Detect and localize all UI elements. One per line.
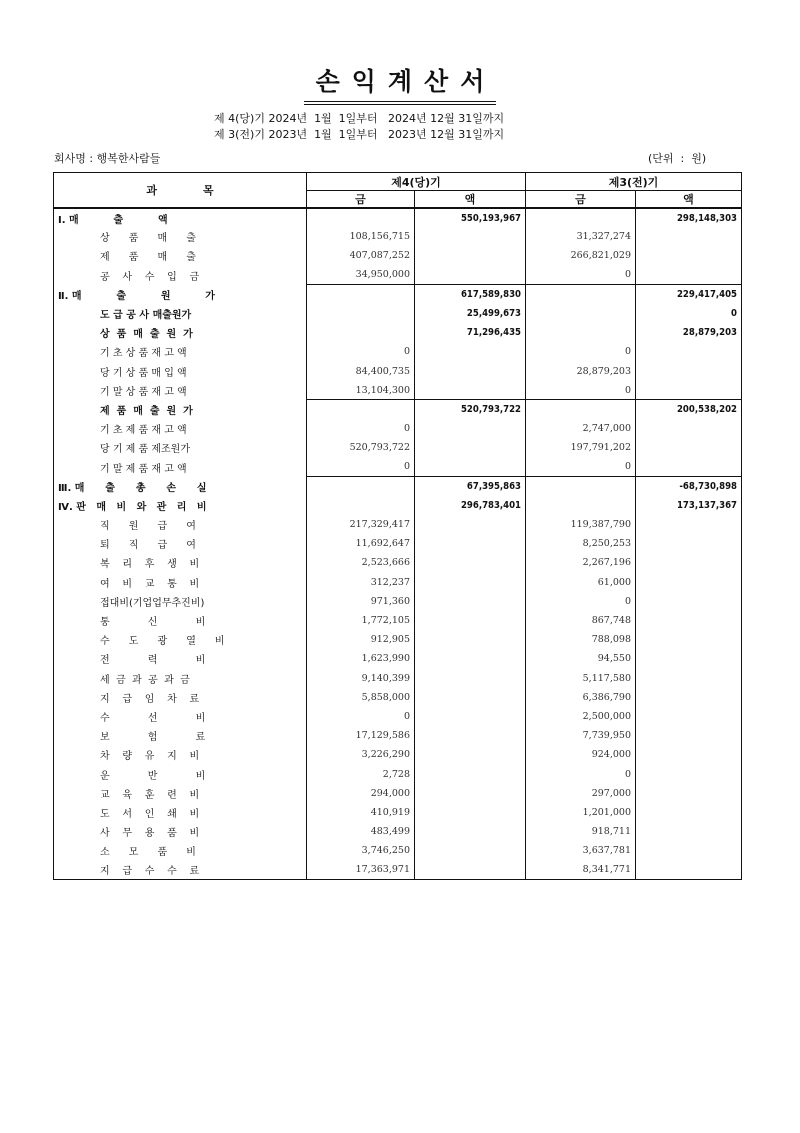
previous-total: [636, 515, 742, 534]
header-previous-period: 제3(전)기: [526, 173, 742, 191]
header-account: 과 목: [54, 173, 307, 209]
current-subtotal: 3,226,290: [307, 745, 415, 764]
account-name: 운 반 비: [54, 764, 307, 783]
account-name: 상 품 매 출 원 가: [54, 323, 307, 342]
table-row: [54, 496, 742, 515]
account-name: 접대비(기업업무추진비): [54, 592, 307, 611]
current-subtotal: 312,237: [307, 573, 415, 592]
current-subtotal: 34,950,000: [307, 266, 415, 285]
current-total: [415, 764, 526, 783]
current-total: [415, 246, 526, 265]
account-name: 도 급 공 사 매출원가: [54, 304, 307, 323]
document-title-text: 손익계산서: [304, 62, 497, 105]
table-row: [54, 381, 742, 400]
current-subtotal: [307, 477, 415, 496]
current-total: [415, 611, 526, 630]
previous-total: [636, 227, 742, 246]
account-name: 공 사 수 입 금: [54, 266, 307, 285]
table-row: [54, 669, 742, 688]
account-name: 기 말 제 품 재 고 액: [54, 457, 307, 476]
previous-subtotal: 8,250,253: [526, 534, 636, 553]
previous-subtotal: 3,637,781: [526, 841, 636, 860]
current-subtotal: 0: [307, 457, 415, 476]
account-name: 수 선 비: [54, 707, 307, 726]
previous-total: [636, 649, 742, 668]
current-subtotal: 3,746,250: [307, 841, 415, 860]
account-name: 제 품 매 출: [54, 246, 307, 265]
current-subtotal: 5,858,000: [307, 688, 415, 707]
current-subtotal: 2,523,666: [307, 553, 415, 572]
current-total: [415, 438, 526, 457]
account-name: 전 력 비: [54, 649, 307, 668]
account-name: Ⅱ. 매 출 원 가: [54, 285, 307, 304]
account-name: 기 말 상 품 재 고 액: [54, 381, 307, 400]
table-row: [54, 477, 742, 496]
table-row: [54, 860, 742, 879]
current-subtotal: [307, 304, 415, 323]
table-row: [54, 649, 742, 668]
previous-subtotal: 924,000: [526, 745, 636, 764]
current-subtotal: [307, 323, 415, 342]
table-row: [54, 208, 742, 227]
header-row: [54, 173, 742, 191]
previous-total: [636, 803, 742, 822]
current-total: [415, 342, 526, 361]
previous-total: [636, 630, 742, 649]
current-subtotal: 108,156,715: [307, 227, 415, 246]
table-row: [54, 323, 742, 342]
current-subtotal: 912,905: [307, 630, 415, 649]
period-previous: 제 3(전)기 2023년 1월 1일부터 2023년 12월 31일까지: [214, 128, 505, 141]
previous-total: [636, 534, 742, 553]
table-row: [54, 304, 742, 323]
account-name: 복 리 후 생 비: [54, 553, 307, 572]
current-total: [415, 841, 526, 860]
previous-subtotal: 61,000: [526, 573, 636, 592]
previous-subtotal: 0: [526, 764, 636, 783]
current-total: [415, 573, 526, 592]
previous-subtotal: 788,098: [526, 630, 636, 649]
account-name: 지 급 수 수 료: [54, 860, 307, 879]
table-row: [54, 803, 742, 822]
account-name: 퇴 직 급 여: [54, 534, 307, 553]
current-subtotal: 0: [307, 342, 415, 361]
previous-subtotal: 0: [526, 342, 636, 361]
previous-subtotal: [526, 208, 636, 227]
table-row: [54, 457, 742, 476]
period-current: 제 4(당)기 2024년 1월 1일부터 2024년 12월 31일까지: [214, 112, 505, 125]
account-name: 기 초 제 품 재 고 액: [54, 419, 307, 438]
previous-subtotal: 0: [526, 266, 636, 285]
previous-subtotal: [526, 496, 636, 515]
account-name: 소 모 품 비: [54, 841, 307, 860]
current-total: 617,589,830: [415, 285, 526, 304]
previous-total: [636, 266, 742, 285]
statement-body: [54, 208, 742, 880]
current-subtotal: [307, 400, 415, 419]
previous-total: [636, 419, 742, 438]
table-row: [54, 227, 742, 246]
current-subtotal: 9,140,399: [307, 669, 415, 688]
previous-subtotal: 31,327,274: [526, 227, 636, 246]
current-total: [415, 669, 526, 688]
current-total: [415, 688, 526, 707]
current-subtotal: [307, 208, 415, 227]
unit-label: (단위 : 원): [648, 152, 707, 165]
current-subtotal: 2,728: [307, 764, 415, 783]
current-subtotal: 407,087,252: [307, 246, 415, 265]
account-name: Ⅲ. 매 출 총 손 실: [54, 477, 307, 496]
current-total: [415, 649, 526, 668]
current-subtotal: 17,129,586: [307, 726, 415, 745]
header-current-amount-left: 금: [307, 191, 415, 209]
current-total: [415, 784, 526, 803]
current-total: [415, 592, 526, 611]
table-row: [54, 745, 742, 764]
previous-subtotal: 197,791,202: [526, 438, 636, 457]
previous-subtotal: [526, 285, 636, 304]
current-subtotal: 1,772,105: [307, 611, 415, 630]
previous-total: [636, 860, 742, 879]
current-total: [415, 227, 526, 246]
table-row: [54, 285, 742, 304]
previous-subtotal: 918,711: [526, 822, 636, 841]
current-total: [415, 707, 526, 726]
previous-subtotal: [526, 304, 636, 323]
previous-subtotal: 0: [526, 457, 636, 476]
previous-total: [636, 246, 742, 265]
table-row: [54, 573, 742, 592]
previous-total: [636, 784, 742, 803]
previous-subtotal: 867,748: [526, 611, 636, 630]
previous-total: 298,148,303: [636, 208, 742, 227]
current-subtotal: [307, 285, 415, 304]
previous-total: -68,730,898: [636, 477, 742, 496]
previous-total: [636, 592, 742, 611]
table-row: [54, 362, 742, 381]
table-row: [54, 611, 742, 630]
current-total: [415, 553, 526, 572]
table-row: [54, 266, 742, 285]
previous-subtotal: 8,341,771: [526, 860, 636, 879]
account-name: 직 원 급 여: [54, 515, 307, 534]
previous-total: [636, 342, 742, 361]
account-name: Ⅰ. 매 출 액: [54, 208, 307, 227]
table-row: [54, 534, 742, 553]
table-row: [54, 553, 742, 572]
account-name: Ⅳ. 판 매 비 와 관 리 비: [54, 496, 307, 515]
current-total: [415, 803, 526, 822]
table-row: [54, 592, 742, 611]
current-subtotal: 294,000: [307, 784, 415, 803]
previous-subtotal: 1,201,000: [526, 803, 636, 822]
table-row: [54, 246, 742, 265]
previous-subtotal: 94,550: [526, 649, 636, 668]
current-subtotal: 17,363,971: [307, 860, 415, 879]
previous-subtotal: 7,739,950: [526, 726, 636, 745]
table-row: [54, 707, 742, 726]
current-total: 71,296,435: [415, 323, 526, 342]
account-name: 교 육 훈 련 비: [54, 784, 307, 803]
account-name: 보 험 료: [54, 726, 307, 745]
account-name: 제 품 매 출 원 가: [54, 400, 307, 419]
table-row: [54, 419, 742, 438]
account-name: 세 금 과 공 과 금: [54, 669, 307, 688]
table-row: [54, 764, 742, 783]
account-name: 차 량 유 지 비: [54, 745, 307, 764]
current-total: 25,499,673: [415, 304, 526, 323]
current-total: [415, 534, 526, 553]
table-row: [54, 438, 742, 457]
current-subtotal: [307, 496, 415, 515]
current-total: 520,793,722: [415, 400, 526, 419]
current-subtotal: 217,329,417: [307, 515, 415, 534]
previous-subtotal: [526, 400, 636, 419]
account-name: 도 서 인 쇄 비: [54, 803, 307, 822]
current-total: 67,395,863: [415, 477, 526, 496]
previous-subtotal: 0: [526, 592, 636, 611]
current-total: [415, 726, 526, 745]
current-subtotal: 410,919: [307, 803, 415, 822]
previous-total: [636, 362, 742, 381]
current-subtotal: 84,400,735: [307, 362, 415, 381]
table-row: [54, 400, 742, 419]
account-name: 사 무 용 품 비: [54, 822, 307, 841]
previous-subtotal: 6,386,790: [526, 688, 636, 707]
current-subtotal: 520,793,722: [307, 438, 415, 457]
table-row: [54, 822, 742, 841]
account-name: 상 품 매 출: [54, 227, 307, 246]
current-total: [415, 630, 526, 649]
previous-total: [636, 764, 742, 783]
previous-total: [636, 381, 742, 400]
table-row: [54, 342, 742, 361]
previous-total: [636, 669, 742, 688]
header-previous-amount-right: 액: [636, 191, 742, 209]
table-row: [54, 515, 742, 534]
current-subtotal: 0: [307, 707, 415, 726]
previous-subtotal: 0: [526, 381, 636, 400]
previous-total: 173,137,367: [636, 496, 742, 515]
account-name: 기 초 상 품 재 고 액: [54, 342, 307, 361]
previous-total: 229,417,405: [636, 285, 742, 304]
previous-total: 200,538,202: [636, 400, 742, 419]
income-statement-table: [53, 172, 742, 880]
previous-total: [636, 457, 742, 476]
previous-total: [636, 822, 742, 841]
current-subtotal: 483,499: [307, 822, 415, 841]
current-total: [415, 419, 526, 438]
table-row: [54, 726, 742, 745]
previous-total: 28,879,203: [636, 323, 742, 342]
previous-subtotal: 5,117,580: [526, 669, 636, 688]
previous-total: [636, 841, 742, 860]
table-row: [54, 630, 742, 649]
previous-total: [636, 707, 742, 726]
previous-subtotal: [526, 477, 636, 496]
previous-total: [636, 688, 742, 707]
account-name: 당 기 상 품 매 입 액: [54, 362, 307, 381]
table-row: [54, 841, 742, 860]
current-subtotal: 0: [307, 419, 415, 438]
previous-subtotal: 2,267,196: [526, 553, 636, 572]
current-total: [415, 515, 526, 534]
header-current-period: 제4(당)기: [307, 173, 526, 191]
account-name: 통 신 비: [54, 611, 307, 630]
table-row: [54, 688, 742, 707]
previous-subtotal: 297,000: [526, 784, 636, 803]
header-previous-amount-left: 금: [526, 191, 636, 209]
previous-total: [636, 553, 742, 572]
previous-total: [636, 438, 742, 457]
previous-total: [636, 611, 742, 630]
company-name: 회사명 : 행복한사람들: [54, 152, 161, 165]
previous-subtotal: 2,500,000: [526, 707, 636, 726]
current-total: [415, 362, 526, 381]
current-subtotal: 11,692,647: [307, 534, 415, 553]
current-total: 296,783,401: [415, 496, 526, 515]
document-title: [0, 62, 800, 105]
previous-subtotal: 28,879,203: [526, 362, 636, 381]
previous-total: [636, 745, 742, 764]
current-total: [415, 745, 526, 764]
account-name: 수 도 광 열 비: [54, 630, 307, 649]
previous-total: [636, 726, 742, 745]
account-name: 당 기 제 품 제조원가: [54, 438, 307, 457]
current-total: [415, 822, 526, 841]
account-name: 여 비 교 통 비: [54, 573, 307, 592]
table-row: [54, 784, 742, 803]
current-subtotal: 13,104,300: [307, 381, 415, 400]
account-name: 지 급 임 차 료: [54, 688, 307, 707]
previous-subtotal: 266,821,029: [526, 246, 636, 265]
previous-subtotal: [526, 323, 636, 342]
current-subtotal: 971,360: [307, 592, 415, 611]
current-subtotal: 1,623,990: [307, 649, 415, 668]
previous-subtotal: 119,387,790: [526, 515, 636, 534]
current-total: [415, 860, 526, 879]
current-total: [415, 381, 526, 400]
current-total: [415, 266, 526, 285]
header-current-amount-right: 액: [415, 191, 526, 209]
previous-subtotal: 2,747,000: [526, 419, 636, 438]
previous-total: [636, 573, 742, 592]
current-total: 550,193,967: [415, 208, 526, 227]
current-total: [415, 457, 526, 476]
previous-total: 0: [636, 304, 742, 323]
